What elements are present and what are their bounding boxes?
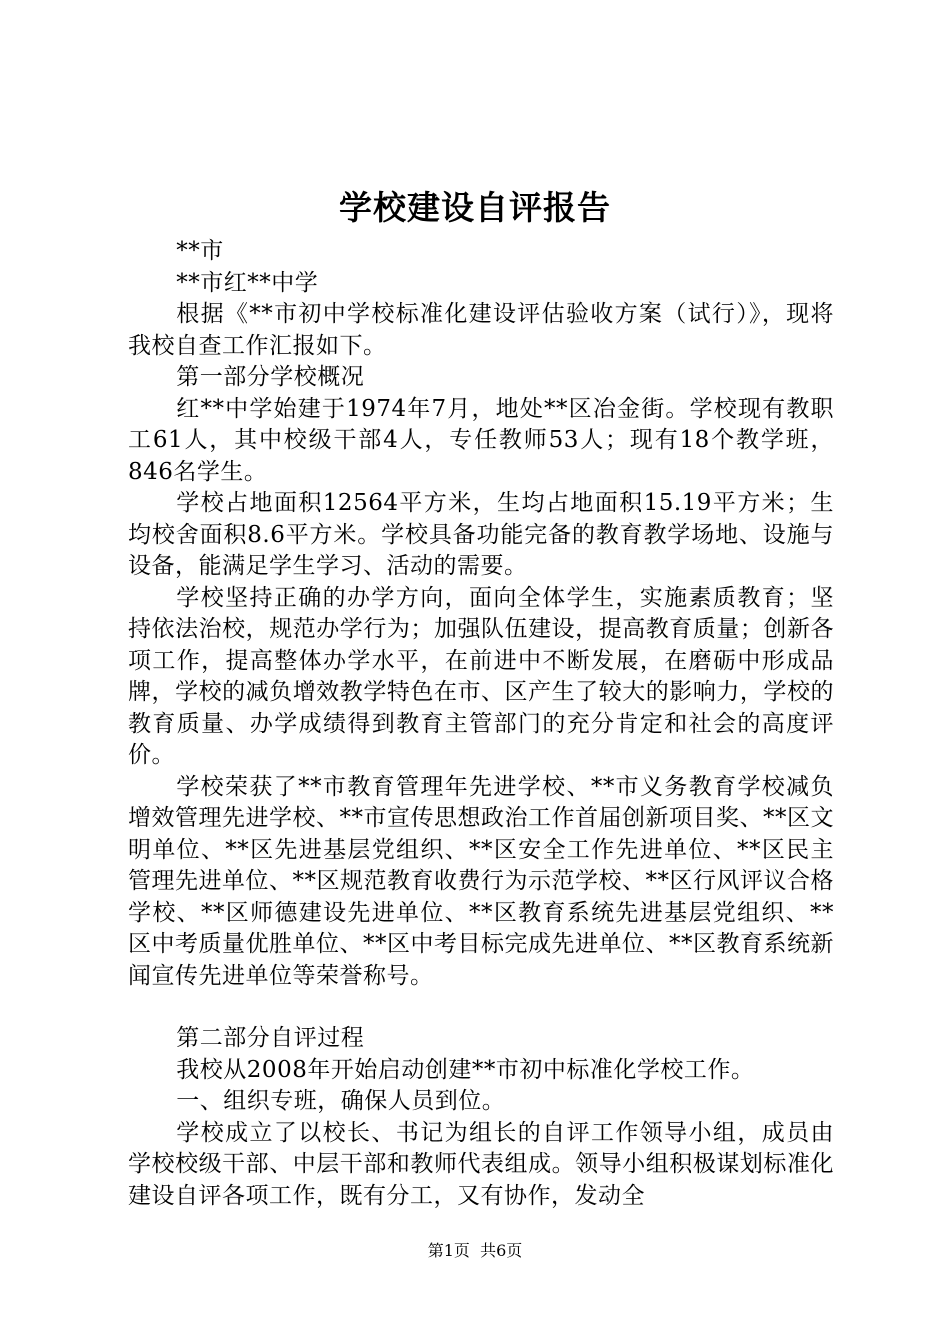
body-paragraph: 我校从2008年开始启动创建**市初中标准化学校工作。 xyxy=(176,1056,755,1083)
section-heading-part-one: 第一部分学校概况 xyxy=(176,364,365,390)
body-paragraph: 学校占地面积12564平方米，生均占地面积15.19平方米；生均校舍面积8.6平方米。学校具备功能完备的教育教学场地、设施与设备，能满足学生学习、活动的需要。 xyxy=(128,490,834,579)
body-paragraph: 学校成立了以校长、书记为组长的自评工作领导小组，成员由学校校级干部、中层干部和教师代表组成。领导小组积极谋划标准化建设自评各项工作，既有分工，又有协作，发动全 xyxy=(128,1119,834,1209)
section-heading-part-two: 第二部分自评过程 xyxy=(176,1025,365,1051)
page-footer xyxy=(0,1241,950,1261)
document-body xyxy=(128,236,834,1212)
paragraph-gap xyxy=(128,992,834,1023)
intro-paragraph: 根据《**市初中学校标准化建设评估验收方案（试行）》，现将我校自查工作汇报如下。 xyxy=(128,301,834,359)
recipient-line: **市 xyxy=(176,238,224,264)
subsection-heading: 一、组织专班，确保人员到位。 xyxy=(176,1088,506,1114)
honors-paragraph: 学校荣获了**市教育管理年先进学校、**市义务教育学校减负增效管理先进学校、**市宣传思想政治工作首届创新项目奖、**区文明单位、**区先进基层党组织、**区安全工作先进单位、**区民主管理先进单位、**区规范教育收费行为示范学校、**区行风评议合格学校、**区师德建设先进单位、**区教育系统先进基层党组织、**区中考质量优胜单位、**区中考目标完成先进单位、**区教育系统新闻宣传先进单位等荣誉称号。 xyxy=(128,773,834,989)
body-paragraph: 学校坚持正确的办学方向，面向全体学生，实施素质教育；坚持依法治校，规范办学行为；加强队伍建设，提高教育质量；创新各项工作，提高整体办学水平，在前进中不断发展，在磨砺中形成品牌，学校的减负增效教学特色在市、区产生了较大的影响力，学校的教育质量、办学成绩得到教育主管部门的充分肯定和社会的高度评价。 xyxy=(128,584,834,768)
document-title: 学校建设自评报告 xyxy=(339,188,611,227)
page-number: 第1页 xyxy=(427,1241,470,1260)
page-total: 共6页 xyxy=(480,1241,523,1260)
body-paragraph: 红**中学始建于1974年7月，地处**区冶金街。学校现有教职工61人，其中校级干部4人，专任教师53人；现有18个教学班，846名学生。 xyxy=(128,395,834,485)
school-name-line: **市红**中学 xyxy=(176,269,319,296)
